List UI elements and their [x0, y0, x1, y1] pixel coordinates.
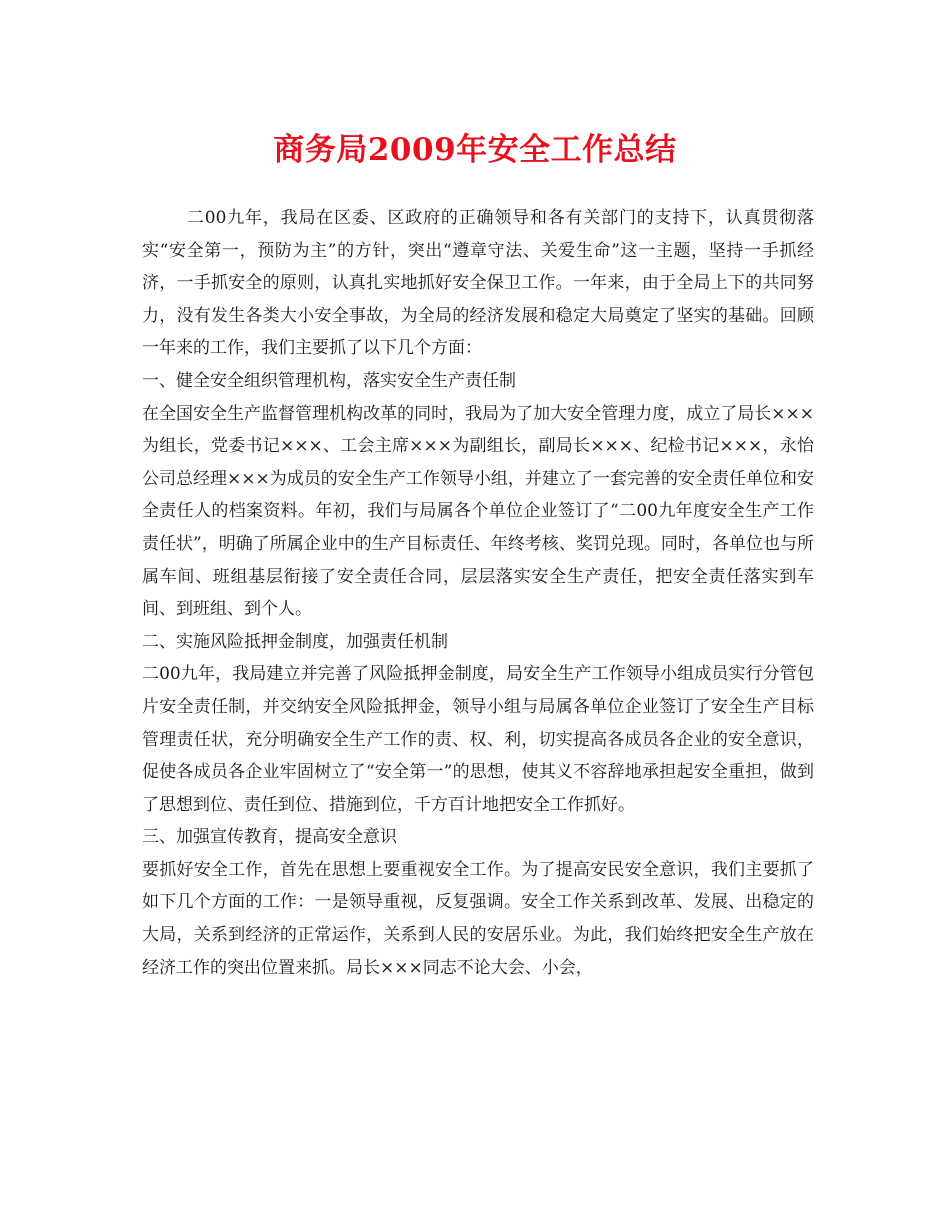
section-heading-2: 二、实施风险抵押金制度，加强责任机制 [142, 631, 448, 652]
document-body [142, 202, 814, 984]
intro-paragraph: 二00九年，我局在区委、区政府的正确领导和各有关部门的支持下，认真贯彻落实“安全第一，预防为主”的方针，突出“遵章守法、关爱生命”这一主题，坚持一手抓经济，一手抓安全的原则，认真扎实地抓好安全保卫工作。一年来，由于全局上下的共同努力，没有发生各类大小安全事故，为全局的经济发展和稳定大局奠定了坚实的基础。回顾一年来的工作，我们主要抓了以下几个方面： [142, 208, 814, 359]
section-paragraph-3: 要抓好安全工作，首先在思想上要重视安全工作。为了提高安民安全意识，我们主要抓了如下几个方面的工作：一是领导重视，反复强调。安全工作关系到改革、发展、出稳定的大局，关系到经济的正常运作，关系到人民的安居乐业。为此，我们始终把安全生产放在经济工作的突出位置来抓。局长×××同志不论大会、小会， [142, 859, 814, 978]
section-paragraph-2: 二00九年，我局建立并完善了风险抵押金制度，局安全生产工作领导小组成员实行分管包片安全责任制，并交纳安全风险抵押金，领导小组与局属各单位企业签订了安全生产目标管理责任状，充分明确安全生产工作的责、权、利，切实提高各成员各企业的安全意识，促使各成员各企业牢固树立了“安全第一”的思想，使其义不容辞地承担起安全重担，做到了思想到位、责任到位、措施到位，千方百计地把安全工作抓好。 [142, 664, 814, 815]
document-title: 商务局2009年安全工作总结 [273, 132, 677, 168]
section-heading-3: 三、加强宣传教育，提高安全意识 [142, 827, 397, 848]
section-paragraph-1: 在全国安全生产监督管理机构改革的同时，我局为了加大安全管理力度，成立了局长×××为组长，党委书记×××、工会主席×××为副组长，副局长×××、纪检书记×××，永怡公司总经理×××为成员的安全生产工作领导小组，并建立了一套完善的安全责任单位和安全责任人的档案资料。年初，我们与局属各个单位企业签订了“二00九年度安全生产工作责任状”，明确了所属企业中的生产目标责任、年终考核、奖罚兑现。同时，各单位也与所属车间、班组基层衔接了安全责任合同，层层落实安全生产责任，把安全责任落实到车间、到班组、到个人。 [142, 403, 814, 620]
section-heading-1: 一、健全安全组织管理机构，落实安全生产责任制 [142, 370, 516, 391]
